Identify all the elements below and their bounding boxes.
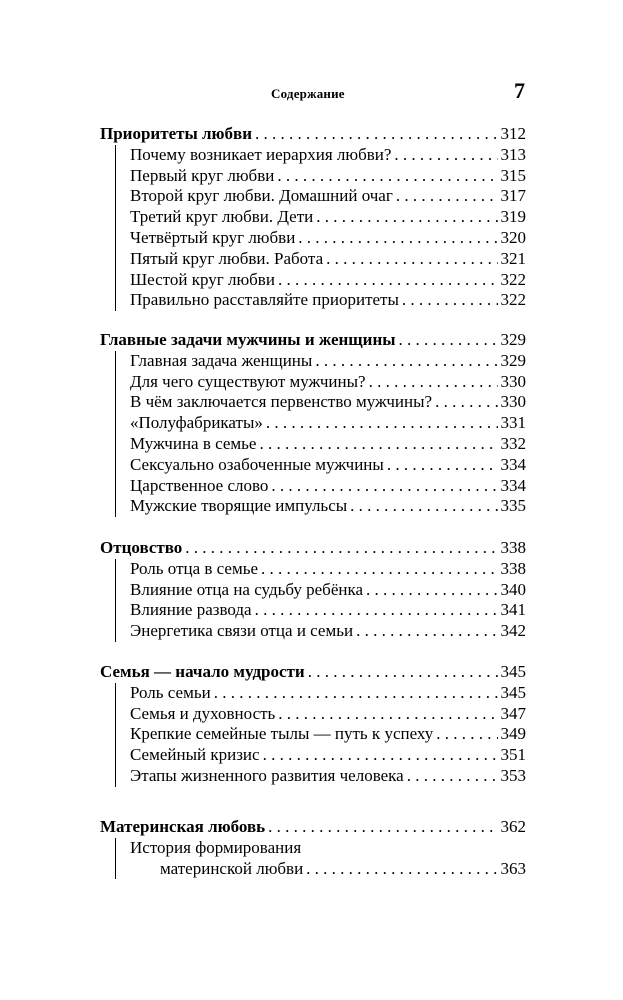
toc-subentries [115,351,526,517]
leader-dots [366,580,497,601]
toc-entry-label-continued: материнской любви [160,858,304,878]
toc-sub-entry[interactable] [116,496,526,517]
toc-sub-entry[interactable] [116,704,526,725]
toc-subentries [115,559,526,642]
leader-dots [435,392,497,413]
toc-sub-entry[interactable] [116,724,526,745]
leader-dots [326,249,497,270]
toc-section-5 [100,817,526,879]
toc-entry-label: Семейный кризис [130,745,260,765]
toc-entry-label: Мужчина в семье [130,433,257,453]
leader-dots [387,455,498,476]
toc-entry-page: 315 [500,165,526,185]
leader-dots [263,745,498,766]
leader-dots [308,662,498,683]
toc-sub-entry[interactable] [116,392,526,413]
toc-main-entry[interactable] [100,817,526,838]
toc-entry-page: 322 [500,269,526,289]
leader-dots [268,817,497,838]
toc-sub-entry[interactable] [116,580,526,601]
toc-entry-page: 322 [500,290,526,310]
toc-entry-page: 332 [500,433,526,453]
toc-entry-page: 345 [500,662,526,681]
toc-entry-label: В чём заключается первенство мужчины? [130,392,433,412]
toc-sub-entry[interactable] [116,434,526,455]
toc-entry-label: Энергетика связи отца и семьи [130,621,354,641]
leader-dots [259,434,497,455]
toc-entry-label: Семья — начало мудрости [100,662,305,681]
toc-sub-entry[interactable] [116,600,526,621]
toc-entry-page: 363 [500,858,526,878]
leader-dots [266,413,498,434]
toc-entry-label: Влияние отца на судьбу ребёнка [130,579,364,599]
toc-sub-entry[interactable] [116,228,526,249]
toc-entry-page: 319 [500,207,526,227]
toc-entry-page: 342 [500,621,526,641]
toc-entry-label: Приоритеты любви [100,124,252,143]
toc-entry-page: 329 [500,330,526,349]
toc-sub-entry[interactable] [116,683,526,704]
toc-section-4 [100,662,526,787]
page-number: 7 [514,78,525,103]
leader-dots [261,559,497,580]
toc-entry-page: 353 [500,765,526,785]
toc-entry-label: Мужские творящие импульсы [130,496,348,516]
toc-entry-label: Шестой круг любви [130,269,275,289]
toc-entry-page: 349 [500,724,526,744]
toc-entry-page: 345 [500,682,526,702]
toc-sub-entry[interactable] [116,186,526,207]
toc-entry-label: Пятый круг любви. Работа [130,248,324,268]
toc-entry-label: Второй круг любви. Домашний очаг [130,186,393,206]
toc-sub-entry-line1[interactable] [116,838,526,859]
leader-dots [356,621,497,642]
toc-subentries [115,838,526,880]
toc-entry-label: Правильно расставляйте приоритеты [130,290,399,310]
leader-dots [255,600,498,621]
toc-entry-label: Влияние развода [130,600,252,620]
leader-dots [306,859,497,880]
toc-entry-label: Четвёртый круг любви [130,227,296,247]
toc-entry-label: Третий круг любви. Дети [130,207,314,227]
leader-dots [271,476,497,497]
leader-dots [402,290,498,311]
toc-sub-entry[interactable] [116,207,526,228]
toc-main-entry[interactable] [100,538,526,559]
leader-dots [394,145,497,166]
toc-entry-label: Главные задачи мужчины и женщины [100,330,396,349]
toc-sub-entry[interactable] [116,145,526,166]
toc-entry-label: Первый круг любви [130,165,275,185]
toc-entry-page: 351 [500,745,526,765]
toc-entry-label: Материнская любовь [100,817,266,836]
toc-entry-label: Сексуально озабоченные мужчины [130,454,384,474]
toc-entry-page: 341 [500,600,526,620]
leader-dots [369,372,498,393]
toc-section-3 [100,538,526,642]
toc-main-entry[interactable] [100,330,526,351]
toc-section-1 [100,124,526,311]
toc-entry-page: 338 [500,558,526,578]
toc-entry-page: 338 [500,538,526,557]
leader-dots [277,166,497,187]
leader-dots [298,228,497,249]
toc-entry-page: 330 [500,371,526,391]
leader-dots [316,207,497,228]
toc-entry-label: Отцовство [100,538,183,557]
toc-subentries [115,683,526,787]
toc-main-entry[interactable] [100,124,526,145]
toc-entry-label: Почему возникает иерархия любви? [130,144,392,164]
toc-sub-entry[interactable] [116,745,526,766]
toc-sub-entry[interactable] [116,621,526,642]
toc-entry-page: 347 [500,703,526,723]
toc-entry-page: 334 [500,454,526,474]
toc-entry-label: Царственное слово [130,475,269,495]
toc-entry-page: 312 [500,124,526,143]
leader-dots [214,683,498,704]
toc-entry-page: 330 [500,392,526,412]
toc-entry-label: История формирования [130,837,302,857]
toc-sub-entry[interactable] [116,270,526,291]
toc-sub-entry-line2[interactable] [116,859,526,880]
toc-entry-label: Семья и духовность [130,703,276,723]
leader-dots [315,351,497,372]
leader-dots [399,330,498,351]
toc-entry-page: 321 [500,248,526,268]
toc-sub-entry[interactable] [116,766,526,787]
leader-dots [278,704,497,725]
toc-sub-entry[interactable] [116,249,526,270]
toc-entry-page: 331 [500,413,526,433]
leader-dots [255,124,498,145]
toc-sub-entry[interactable] [116,166,526,187]
toc-sub-entry[interactable] [116,413,526,434]
leader-dots [350,496,497,517]
toc-entry-page: 329 [500,350,526,370]
toc-entry-label: Этапы жизненного развития человека [130,765,404,785]
toc-main-entry[interactable] [100,662,526,683]
toc-sub-entry[interactable] [116,476,526,497]
toc-entry-label: Роль семьи [130,682,211,702]
toc-entry-label: Крепкие семейные тылы — путь к успеху [130,724,434,744]
toc-entry-page: 317 [500,186,526,206]
leader-dots [396,186,498,207]
toc-entry-page: 340 [500,579,526,599]
toc-entry-page: 335 [500,496,526,516]
leader-dots [185,538,497,559]
leader-dots [407,766,498,787]
leader-dots [278,270,498,291]
toc-entry-page: 320 [500,227,526,247]
toc-entry-label: Главная задача женщины [130,350,313,370]
toc-entry-label: Роль отца в семье [130,558,259,578]
toc-entry-page: 313 [500,144,526,164]
leader-dots [436,724,497,745]
toc-sub-entry[interactable] [116,559,526,580]
running-header-title: Содержание [271,86,345,101]
toc-entry-page: 334 [500,475,526,495]
toc-sub-entry[interactable] [116,455,526,476]
toc-sub-entry[interactable] [116,351,526,372]
toc-entry-page: 362 [500,817,526,836]
toc-entry-label: Для чего существуют мужчины? [130,371,366,391]
toc-subentries [115,145,526,311]
toc-section-2 [100,330,526,517]
toc-sub-entry[interactable] [116,290,526,311]
toc-sub-entry[interactable] [116,372,526,393]
toc-entry-label: «Полуфабрикаты» [130,413,263,433]
